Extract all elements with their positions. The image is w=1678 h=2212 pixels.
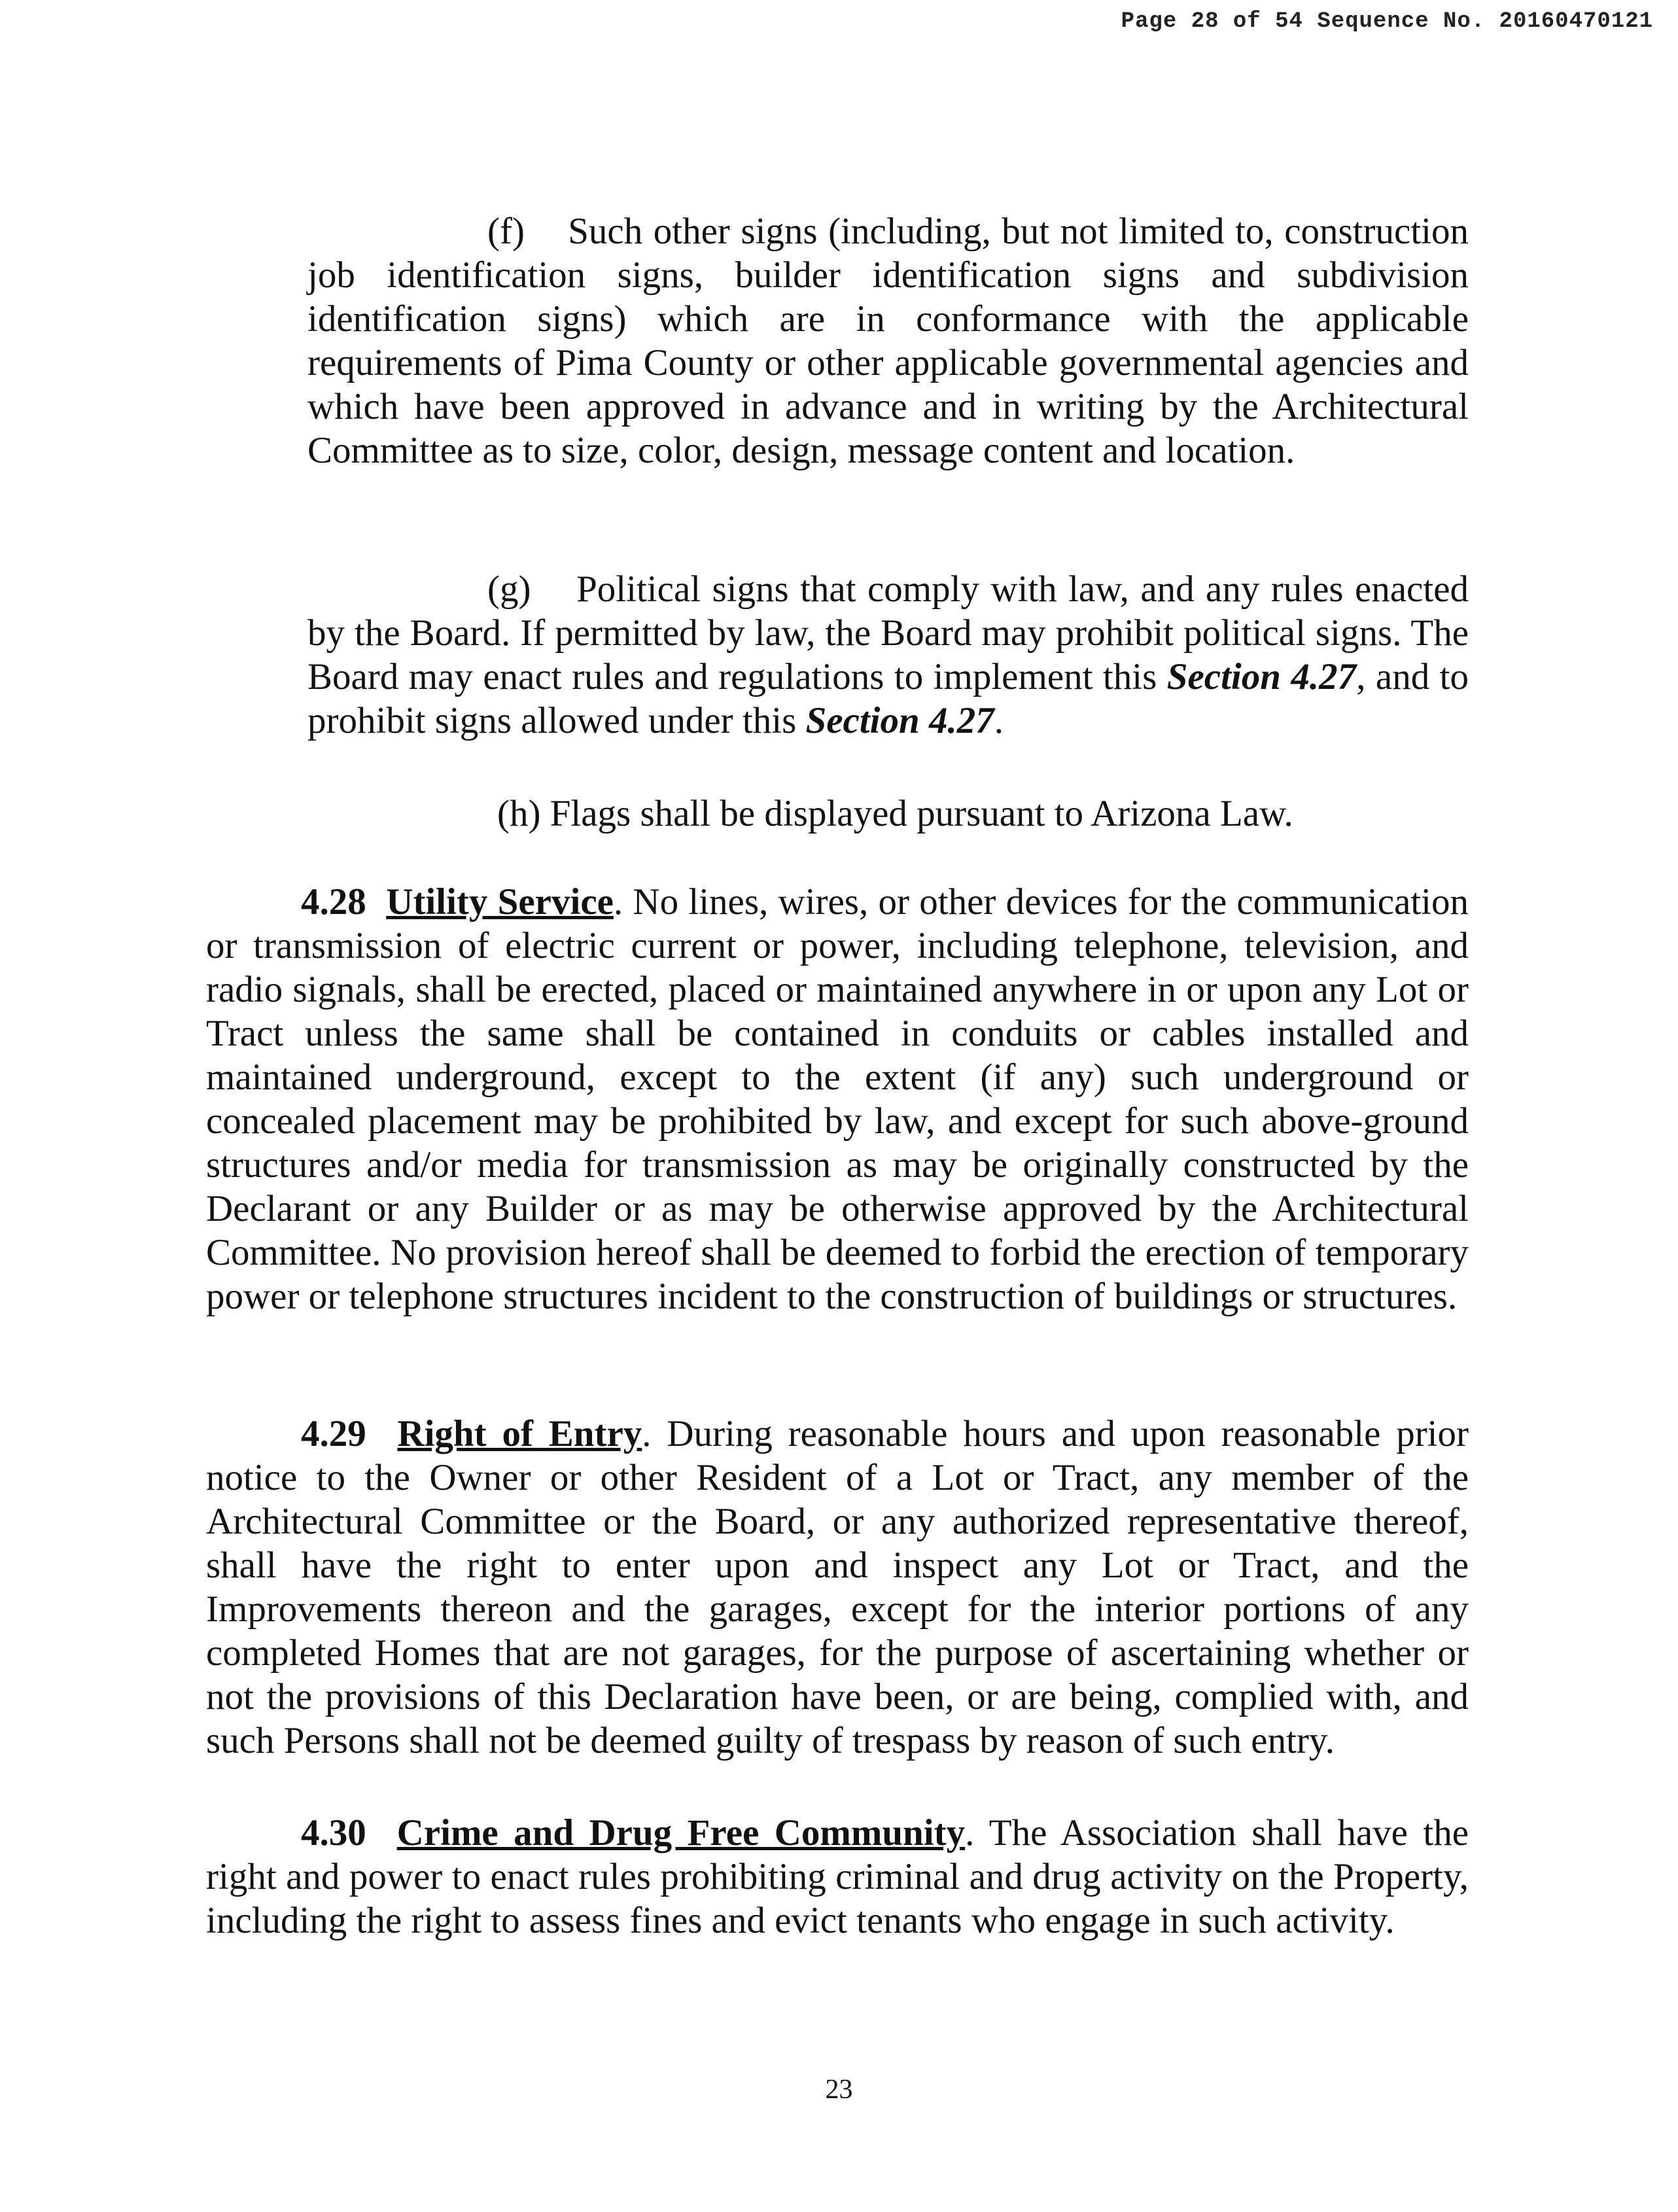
section-body: . No lines, wires, or other devices for the communication or transmission of electric current or power, including telephone, television, and radio signals, shall be erected, placed or maintained anywhere in or upon any Lot or Tract unless the same shall be contained in conduits or cables installed and maintained underground, except to the extent (if any) such underground or concealed placement may be prohibited by law, and except for such above-ground structures and/or media for transmission as may be originally constructed by the Declarant or any Builder or as may be otherwise approved by the Architectural Committee. No provision hereof shall be deemed to forbid the erection of temporary power or telephone structures incident to the construction of buildings or structures. bbox=[206, 881, 1469, 1317]
section-body: . During reasonable hours and upon reasonable prior notice to the Owner or other Resident of a Lot or Tract, any member of the Architectural Committee or the Board, or any authorized representative thereof, shall have the right to enter upon and inspect any Lot or Tract, and the Improvements thereon and the garages, except for the interior portions of any completed Homes that are not garages, for the purpose of ascertaining whether or not the provisions of this Declaration have been, or are being, complied with, and such Persons shall not be deemed guilty of trespass by reason of such entry. bbox=[206, 1413, 1469, 1761]
section-title: Right of Entry bbox=[397, 1413, 642, 1454]
paragraph-f-text: Such other signs (including, but not limited to, construction job identification signs, builder identification signs and subdivision identification signs) which are in conformance with the applicable requirements of Pima County or other applicable governmental agencies and which have been approved in advance and in writing by the Architectural Committee as to size, color, design, message content and location. bbox=[307, 211, 1469, 471]
paragraph-g-text: , and to prohibit signs allowed under this bbox=[307, 656, 1469, 741]
section-body: . The Association shall have the right and power to enact rules prohibiting criminal and drug activity on the Property, including the right to assess fines and evict tenants who engage in such activity. bbox=[206, 1812, 1469, 1941]
section-title: Utility Service bbox=[386, 881, 614, 922]
paragraph-g-text: . bbox=[994, 700, 1004, 741]
section-title: Crime and Drug Free Community bbox=[396, 1812, 966, 1853]
section-reference: Section 4.27 bbox=[805, 700, 994, 741]
section-4-30 bbox=[206, 1811, 1469, 1942]
paragraph-g-label: (g) bbox=[487, 569, 531, 610]
paragraph-f-label: (f) bbox=[487, 211, 525, 252]
page-number: 23 bbox=[825, 2075, 853, 2105]
section-4-28 bbox=[206, 880, 1469, 1318]
paragraph-g bbox=[307, 567, 1469, 743]
section-number: 4.28 bbox=[301, 881, 366, 922]
section-number: 4.30 bbox=[301, 1812, 366, 1853]
section-reference: Section 4.27 bbox=[1166, 656, 1357, 697]
document-sequence-stamp: Page 28 of 54 Sequence No. 20160470121 bbox=[1121, 9, 1653, 34]
paragraph-f bbox=[307, 209, 1469, 472]
paragraph-g-text: Political signs that comply with law, and any rules enacted by the Board. If permitted by law, the Board may prohibit political signs. The Board may enact rules and regulations to implement this bbox=[307, 569, 1469, 697]
section-number: 4.29 bbox=[301, 1413, 366, 1454]
paragraph-h: (h) Flags shall be displayed pursuant to Arizona Law. bbox=[497, 793, 1293, 834]
section-4-29 bbox=[206, 1412, 1469, 1763]
